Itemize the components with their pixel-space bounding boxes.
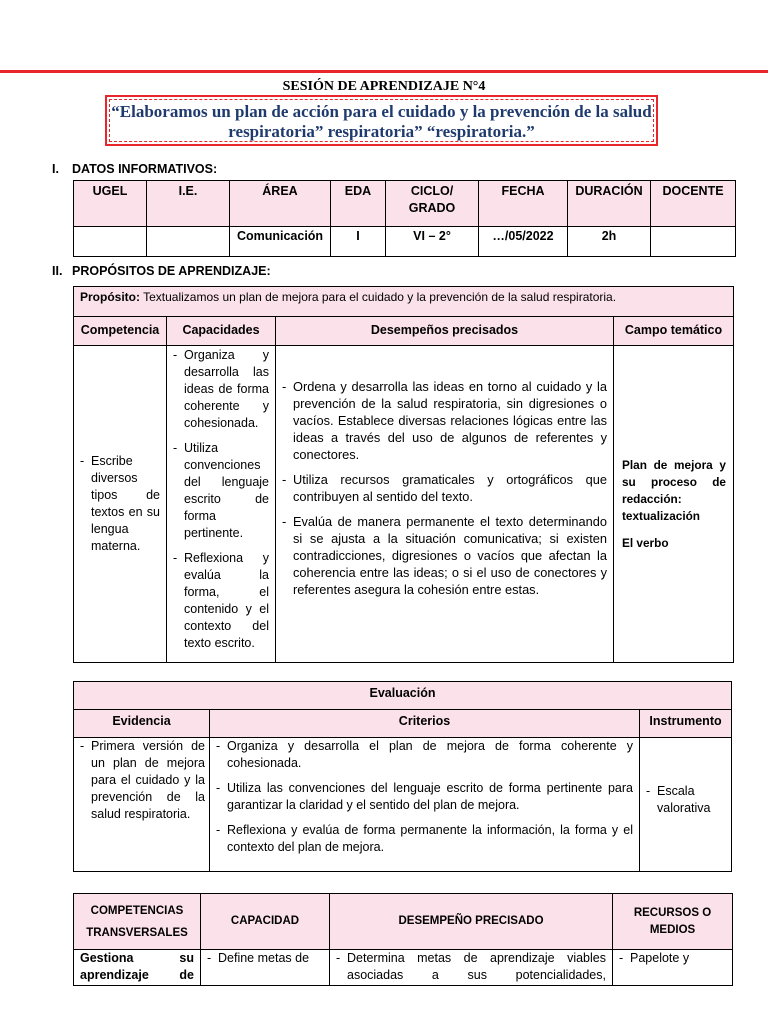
proposito-cell [74, 287, 734, 317]
col-ie: I.E. [147, 181, 230, 227]
campo-tematico-text: El verbo [622, 535, 669, 550]
col-desempeno-precisado: DESEMPEÑO PRECISADO [330, 894, 613, 950]
capacidad-text: - Define metas de [207, 950, 323, 967]
value-duracion: 2h [568, 227, 651, 257]
competencias-transversales-table [73, 893, 733, 986]
col-recursos: RECURSOS O MEDIOS [613, 894, 733, 950]
table-row [74, 950, 733, 986]
recursos-text: - Papelote y [619, 950, 726, 967]
section-title: DATOS INFORMATIVOS: [72, 162, 218, 176]
capacidad-item: - Reflexiona y evalúa la forma, el contenido y el contexto del texto escrito. [173, 550, 269, 652]
desempeno-text: - Determina metas de aprendizaje viables asociadas a sus potencialidades, [336, 950, 606, 984]
competencia-cell [74, 346, 167, 663]
value-fecha: …/05/2022 [479, 227, 568, 257]
col-fecha: FECHA [479, 181, 568, 227]
main-title: “Elaboramos un plan de acción para el cuidado y la prevención de la salud respiratoria” respiratoria” “respiratoria.” [109, 99, 654, 142]
section-datos-heading [52, 162, 217, 176]
value-ugel [74, 227, 147, 257]
desempeno-cell [330, 950, 613, 986]
recursos-cell [613, 950, 733, 986]
col-duracion: DURACIÓN [568, 181, 651, 227]
criterio-item: - Reflexiona y evalúa de forma permanente la información, la forma y el contexto del plan de mejora. [216, 822, 633, 856]
capacidad-cell [201, 950, 330, 986]
value-ciclo-grado: VI – 2° [386, 227, 479, 257]
instrumento-text: - Escala valorativa [646, 783, 727, 817]
section-number: II. [52, 264, 63, 278]
proposito-text: Textualizamos un plan de mejora para el cuidado y la prevención de la salud respiratoria. [140, 290, 617, 304]
table-header-row [74, 317, 734, 346]
capacidades-cell [167, 346, 276, 663]
datos-informativos-table [73, 180, 736, 257]
col-eda: EDA [331, 181, 386, 227]
col-instrumento: Instrumento [640, 710, 732, 738]
col-capacidades: Capacidades [167, 317, 276, 346]
table-row [74, 227, 736, 257]
criterios-cell [210, 738, 640, 872]
value-ie [147, 227, 230, 257]
desempeno-item: - Evalúa de manera permanente el texto determinando si se ajusta a la situación comunicativa; si existen contradicciones, digresiones o vacíos que afectan la coherencia entre las ideas; o si el uso de conectores y referentes asegura la cohesión entre estas. [282, 513, 607, 598]
col-competencias-transversales [74, 894, 201, 950]
col-ciclo-grado: CICLO/ GRADO [386, 181, 479, 227]
header-line: TRANSVERSALES [86, 926, 188, 939]
col-evidencia: Evidencia [74, 710, 210, 738]
evaluacion-title: Evaluación [74, 682, 732, 710]
evidencia-text: - Primera versión de un plan de mejora para el cuidado y la prevención de la salud respiratoria. [80, 738, 205, 823]
table-row [74, 346, 734, 663]
main-title-box [105, 95, 658, 146]
section-number: I. [52, 162, 59, 176]
table-row [74, 738, 732, 872]
desempenos-cell [276, 346, 614, 663]
proposito-label: Propósito: [80, 290, 140, 304]
instrumento-cell [640, 738, 732, 872]
propositos-table [73, 286, 734, 663]
value-area: Comunicación [230, 227, 331, 257]
evaluacion-table [73, 681, 732, 872]
col-criterios: Criterios [210, 710, 640, 738]
table-header-row [74, 894, 733, 950]
competencia-transversal-cell: Gestiona su aprendizaje de [74, 950, 201, 986]
evidencia-cell [74, 738, 210, 872]
capacidad-item: - Utiliza convenciones del lenguaje escrito de forma pertinente. [173, 440, 269, 542]
session-title: SESIÓN DE APRENDIZAJE N°4 [282, 79, 486, 94]
col-docente: DOCENTE [651, 181, 736, 227]
section-propositos-heading [52, 264, 271, 278]
header-red-rule [0, 70, 768, 73]
table-header-row [74, 710, 732, 738]
col-capacidad: CAPACIDAD [201, 894, 330, 950]
criterio-item: - Utiliza las convenciones del lenguaje escrito de forma pertinente para garantizar la claridad y el sentido del plan de mejora. [216, 780, 633, 814]
table-header-row [74, 181, 736, 227]
capacidad-item: - Organiza y desarrolla las ideas de forma coherente y cohesionada. [173, 347, 269, 432]
campo-tematico-cell [614, 346, 734, 663]
competencia-text: - Escribe diversos tipos de textos en su lengua materna. [80, 453, 160, 555]
header-line: COMPETENCIAS [90, 904, 184, 917]
desempeno-item: - Ordena y desarrolla las ideas en torno al cuidado y la prevención de la salud respiratoria, sin digresiones o vacíos. Establece diversas relaciones lógicas entre las ideas a través del uso de algunos de referentes y conectores. [282, 378, 607, 463]
section-title: PROPÓSITOS DE APRENDIZAJE: [72, 264, 271, 278]
value-docente [651, 227, 736, 257]
campo-tematico-text: Plan de mejora y su proceso de redacción: textualización [622, 457, 726, 523]
criterio-item: - Organiza y desarrolla el plan de mejora de forma coherente y cohesionada. [216, 738, 633, 772]
col-competencia: Competencia [74, 317, 167, 346]
value-eda: I [331, 227, 386, 257]
desempeno-item: - Utiliza recursos gramaticales y ortográficos que contribuyen al sentido del texto. [282, 471, 607, 505]
col-ugel: UGEL [74, 181, 147, 227]
col-area: ÁREA [230, 181, 331, 227]
col-campo-tematico: Campo temático [614, 317, 734, 346]
col-desempenos: Desempeños precisados [276, 317, 614, 346]
